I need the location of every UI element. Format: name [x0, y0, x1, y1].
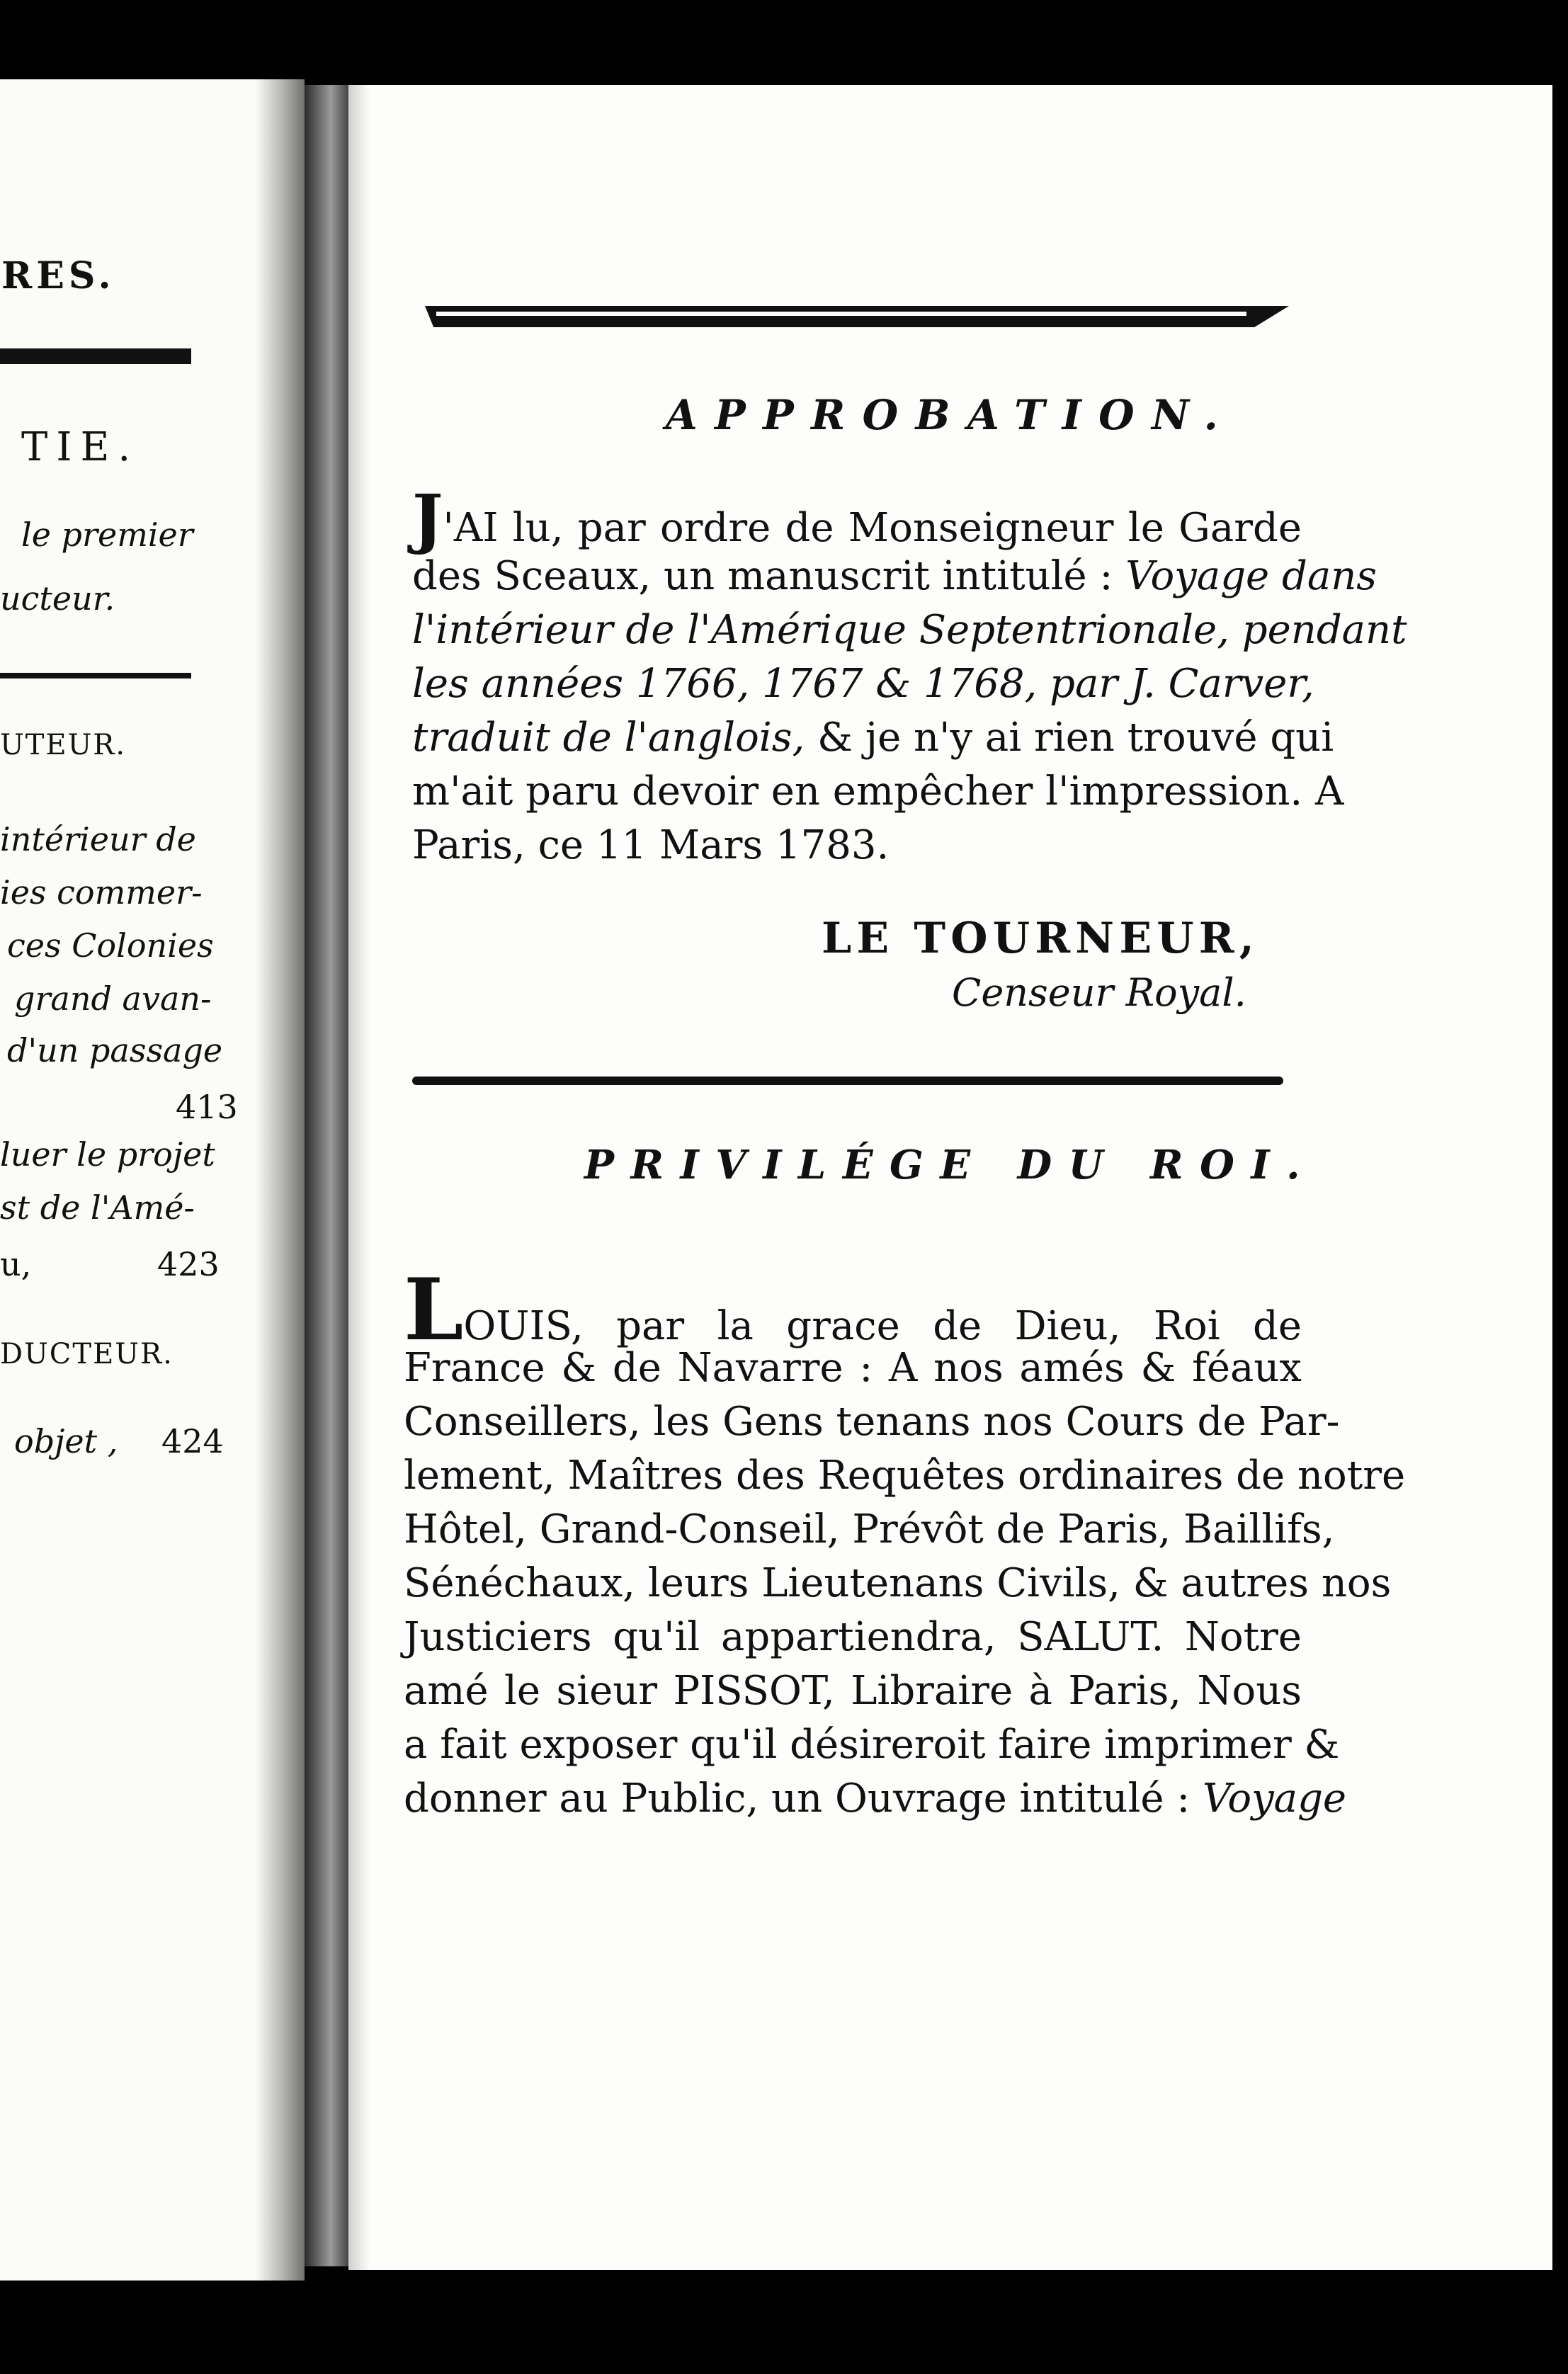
privilege-line-1: LOUIS, par la grace de Dieu, Roi de — [404, 1260, 1302, 1360]
censor-signature: LE TOURNEUR, — [822, 914, 1259, 963]
left-page-number-2: 423 — [157, 1245, 220, 1283]
left-section2: DUCTEUR. — [0, 1338, 174, 1370]
privilege-line-7: Justiciers qu'il appartiendra, SALUT. Notre — [404, 1614, 1302, 1660]
left-page-rule-mid — [0, 673, 191, 678]
left-item2-line1: intérieur de — [0, 820, 196, 858]
right-page — [348, 85, 1552, 2270]
approbation-line-7: Paris, ce 11 Mars 1783. — [412, 822, 890, 868]
approbation-line-5: traduit de l'anglois, & je n'y ai rien trouvé qui — [412, 715, 1334, 761]
privilege-line-9: a fait exposer qu'il désireroit faire imprimer & — [404, 1722, 1340, 1768]
approbation-line-1: J'AI lu, par ordre de Monseigneur le Garde — [412, 480, 1302, 557]
left-item3-line2: st de l'Amé- — [0, 1188, 195, 1227]
privilege-line-10: donner au Public, un Ouvrage intitulé : Voyage — [404, 1776, 1347, 1822]
left-page-header: RES. — [1, 254, 115, 297]
left-page-edge-shadow — [255, 79, 305, 2281]
approbation-line-4: les années 1766, 1767 & 1768, par J. Carver, — [412, 661, 1314, 707]
privilege-line-3: Conseillers, les Gens tenans nos Cours de Par- — [404, 1399, 1340, 1445]
approbation-dropcap: J — [412, 480, 443, 557]
left-section1: UTEUR. — [0, 729, 127, 761]
privilege-line-4: lement, Maîtres des Requêtes ordinaires de notre — [404, 1453, 1406, 1499]
privilege-line-6: Sénéchaux, leurs Lieutenans Civils, & autres nos — [404, 1560, 1392, 1606]
left-page — [0, 79, 305, 2281]
approbation-line-2: des Sceaux, un manuscrit intitulé : Voyage dans — [412, 553, 1377, 599]
approbation-title: APPROBATION. — [665, 391, 1236, 439]
left-item1-line1: le premier — [21, 516, 193, 554]
left-page-rule-top — [0, 348, 191, 364]
left-page-number-3: 424 — [161, 1422, 224, 1460]
left-item2-line2: ies commer- — [0, 873, 203, 911]
left-item3-line1: luer le projet — [0, 1135, 215, 1174]
privilege-line-2: France & de Navarre : A nos amés & féaux — [404, 1345, 1302, 1391]
approbation-line-6: m'ait paru devoir en empêcher l'impression. A — [412, 768, 1344, 814]
censor-title: Censeur Royal. — [952, 970, 1246, 1015]
approbation-line-3: l'intérieur de l'Amérique Septentrionale, pendant — [412, 607, 1407, 653]
left-item2-line3: ces Colonies — [7, 926, 214, 965]
privilege-line-8: amé le sieur PISSOT, Libraire à Paris, Nous — [404, 1668, 1302, 1714]
privilege-title: PRIVILÉGE DU ROI. — [584, 1142, 1317, 1188]
left-item4: objet , — [14, 1422, 118, 1460]
section-divider-rule — [412, 1077, 1283, 1085]
privilege-dropcap: L — [404, 1260, 464, 1360]
book-gutter — [305, 85, 348, 2266]
left-item2-line5: d'un passage — [7, 1031, 223, 1069]
left-item3-line3: u, — [0, 1245, 32, 1283]
left-item2-line4: grand avan- — [14, 979, 212, 1018]
left-page-number-1: 413 — [176, 1088, 238, 1126]
left-page-part-heading: TIE. — [21, 424, 140, 470]
left-item1-line2: ucteur. — [0, 579, 115, 618]
privilege-line-5: Hôtel, Grand-Conseil, Prévôt de Paris, Baillifs, — [404, 1506, 1335, 1552]
ornamental-head-rule — [425, 306, 1289, 327]
